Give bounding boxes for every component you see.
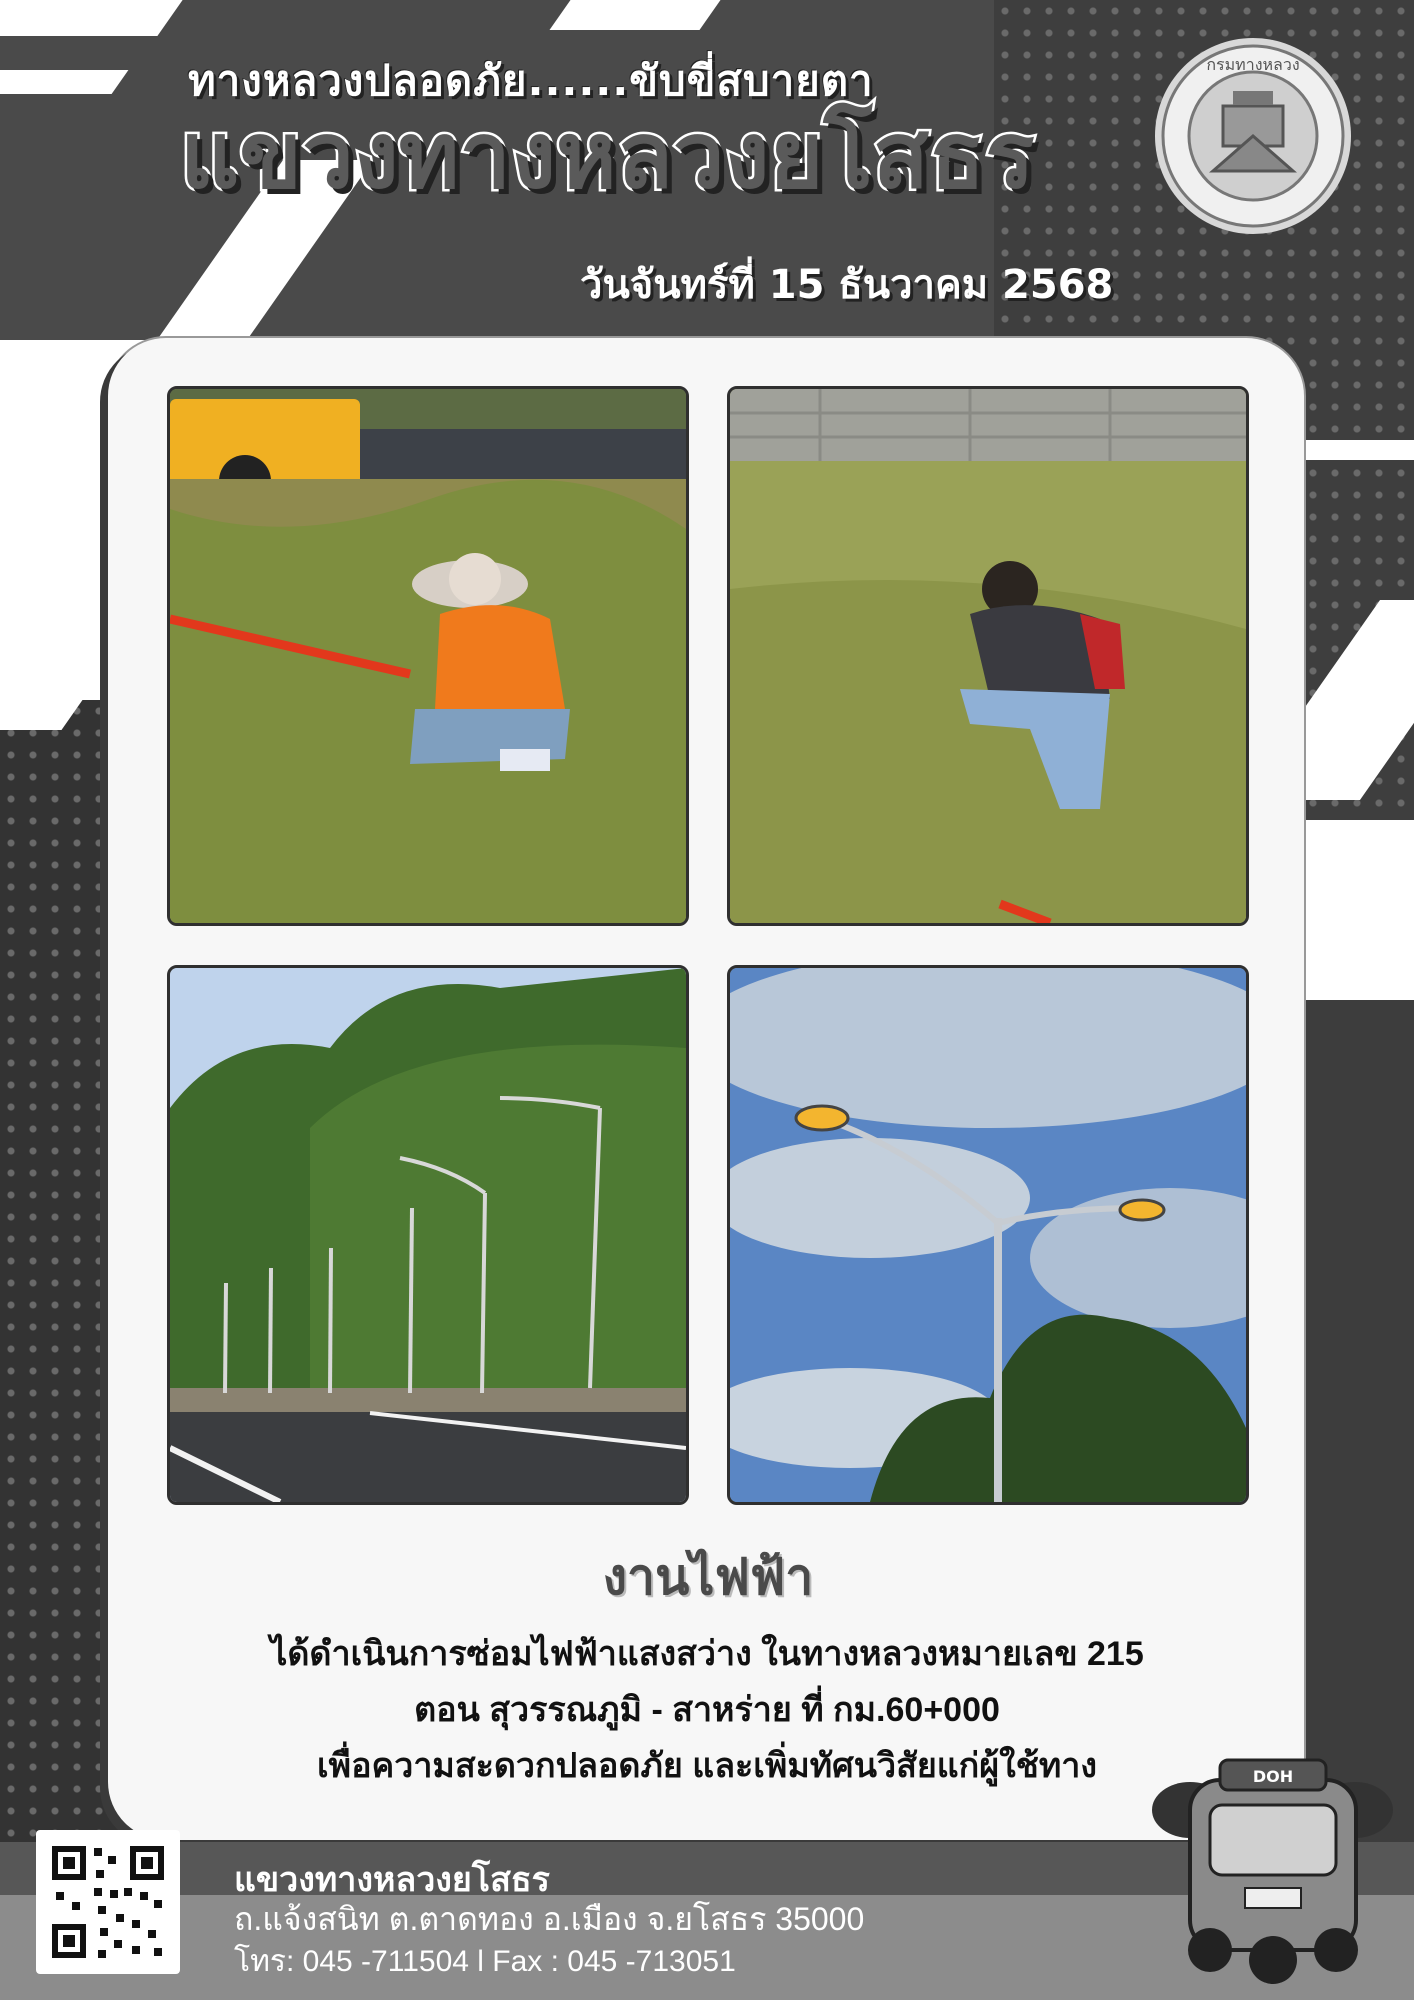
seal-label: กรมทางหลวง xyxy=(1206,55,1300,74)
worker-crouching-photo xyxy=(727,386,1249,926)
description-line: ได้ดำเนินการซ่อมไฟฟ้าแสงสว่าง ในทางหลวงหมายเลข 215 xyxy=(270,1635,1144,1673)
department-seal-logo xyxy=(1153,36,1353,236)
description-text xyxy=(220,1626,1194,1794)
mascot-badge: DOH xyxy=(1252,1767,1294,1786)
section-title: งานไฟฟ้า xyxy=(602,1548,814,1606)
qr-code[interactable] xyxy=(36,1830,180,1974)
streetlights-row-photo xyxy=(167,965,689,1505)
office-title: แขวงทางหลวงยโสธร xyxy=(180,102,1035,209)
left-dot-pattern xyxy=(0,700,120,2000)
tuktuk-mascot-icon xyxy=(1150,1740,1396,1990)
footer-address: ถ.แจ้งสนิท ต.ตาดทอง อ.เมือง จ.ยโสธร 35000 xyxy=(234,1901,865,1937)
description-line: เพื่อความสะดวกปลอดภัย และเพิ่มทัศนวิสัยแก่ผู้ใช้ทาง xyxy=(317,1747,1097,1785)
brush-stroke xyxy=(0,70,128,94)
description-line: ตอน สุวรรณภูมิ - สาหร่าย ที่ กม.60+000 xyxy=(414,1691,1000,1729)
slogan-text: ทางหลวงปลอดภัย......ขับขี่สบายตา xyxy=(188,56,874,105)
footer-office-name: แขวงทางหลวงยโสธร xyxy=(234,1861,550,1899)
footer-phone: โทร: 045 -711504 l Fax : 045 -713051 xyxy=(234,1945,736,1978)
date-text: วันจันทร์ที่ 15 ธันวาคม 2568 xyxy=(580,262,1114,308)
brush-stroke xyxy=(0,0,183,36)
streetlight-sky-photo xyxy=(727,965,1249,1505)
brush-stroke xyxy=(549,0,720,30)
worker-orange-shirt-photo xyxy=(167,386,689,926)
